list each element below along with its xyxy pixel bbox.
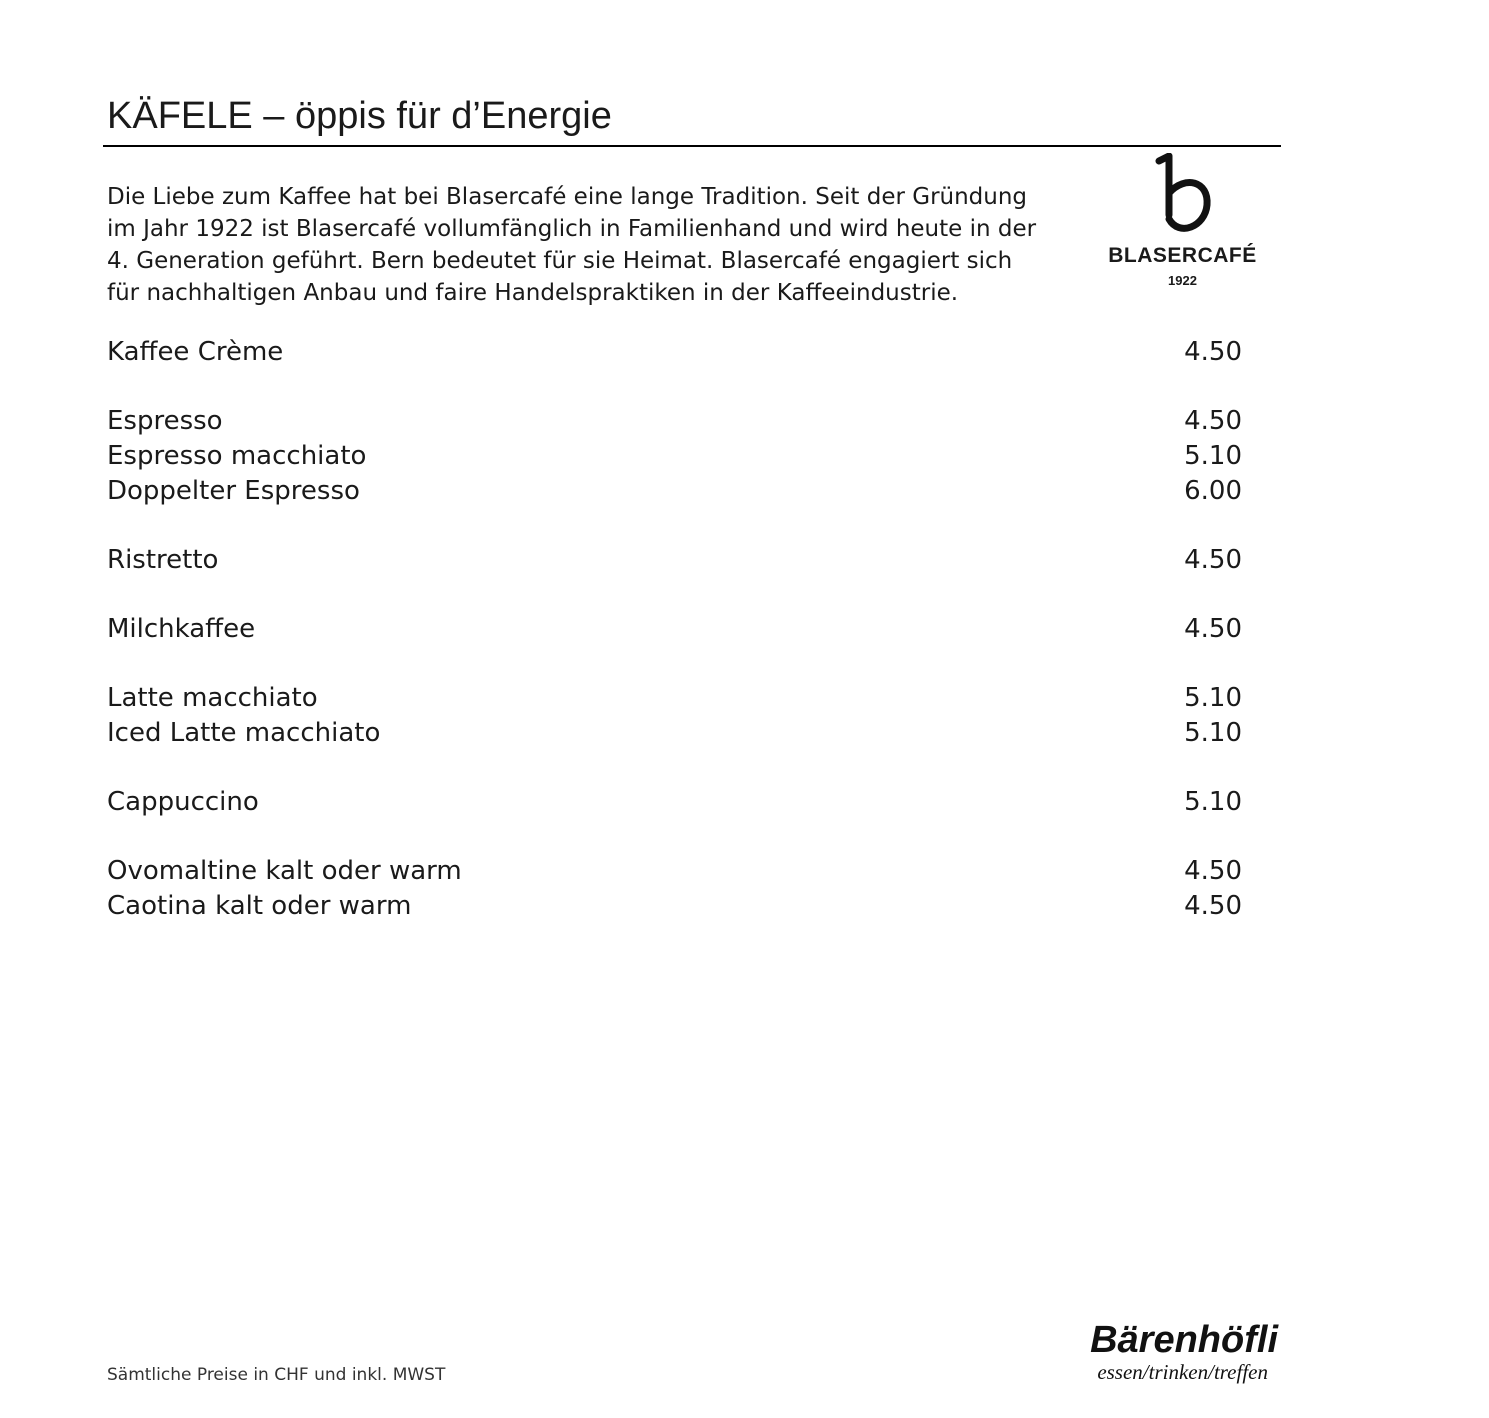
item-price: 4.50 <box>1184 614 1242 644</box>
menu-item <box>107 543 1242 578</box>
item-name: Caotina kalt oder warm <box>107 891 412 921</box>
brand-year: 1922 <box>1168 273 1197 288</box>
item-name: Iced Latte macchiato <box>107 718 381 748</box>
venue-name: Bärenhöfli <box>1090 1319 1278 1361</box>
blasercafe-logo <box>1095 153 1270 293</box>
menu-item <box>107 474 1242 509</box>
item-price: 5.10 <box>1184 683 1242 713</box>
item-name: Doppelter Espresso <box>107 476 360 506</box>
intro-paragraph <box>107 181 1087 309</box>
item-name: Kaffee Crème <box>107 337 284 367</box>
venue-tagline: essen/trinken/treffen <box>1097 1360 1268 1384</box>
menu-item <box>107 889 1242 924</box>
item-name: Milchkaffee <box>107 614 256 644</box>
item-price: 5.10 <box>1184 441 1242 471</box>
menu-item <box>107 439 1242 474</box>
menu-item <box>107 681 1242 716</box>
item-price: 4.50 <box>1184 856 1242 886</box>
menu-item <box>107 785 1242 820</box>
item-price: 4.50 <box>1184 406 1242 436</box>
intro-line: Die Liebe zum Kaffee hat bei Blasercafé eine lange Tradition. Seit der Gründung <box>107 184 1028 210</box>
page-title: KÄFELE – öppis für d’Energie <box>107 95 612 137</box>
item-name: Espresso <box>107 406 223 436</box>
item-name: Cappuccino <box>107 787 259 817</box>
item-price: 4.50 <box>1184 545 1242 575</box>
menu-group <box>107 335 1242 370</box>
menu-group <box>107 785 1242 820</box>
menu-item <box>107 335 1242 370</box>
item-name: Latte macchiato <box>107 683 318 713</box>
item-price: 5.10 <box>1184 787 1242 817</box>
item-price: 6.00 <box>1184 476 1242 506</box>
item-price: 4.50 <box>1184 891 1242 921</box>
menu-item <box>107 404 1242 439</box>
intro-line: für nachhaltigen Anbau und faire Handelspraktiken in der Kaffeeindustrie. <box>107 280 959 306</box>
menu-item <box>107 716 1242 751</box>
item-price: 5.10 <box>1184 718 1242 748</box>
drinks-menu <box>107 335 1242 958</box>
item-name: Ovomaltine kalt oder warm <box>107 856 462 886</box>
menu-item <box>107 612 1242 647</box>
blasercafe-b-icon <box>1145 153 1220 243</box>
intro-line: im Jahr 1922 ist Blasercafé vollumfänglich in Familienhand und wird heute in der <box>107 216 1037 242</box>
item-price: 4.50 <box>1184 337 1242 367</box>
menu-item <box>107 854 1242 889</box>
menu-group <box>107 404 1242 509</box>
brand-name: BLASERCAFÉ <box>1108 244 1257 267</box>
price-footnote: Sämtliche Preise in CHF und inkl. MWST <box>107 1365 446 1385</box>
title-divider <box>103 145 1281 147</box>
item-name: Espresso macchiato <box>107 441 367 471</box>
item-name: Ristretto <box>107 545 219 575</box>
menu-group <box>107 543 1242 578</box>
intro-line: 4. Generation geführt. Bern bedeutet für sie Heimat. Blasercafé engagiert sich <box>107 248 1013 274</box>
venue-logo <box>1040 1318 1280 1388</box>
menu-group <box>107 681 1242 751</box>
menu-group <box>107 854 1242 924</box>
menu-group <box>107 612 1242 647</box>
